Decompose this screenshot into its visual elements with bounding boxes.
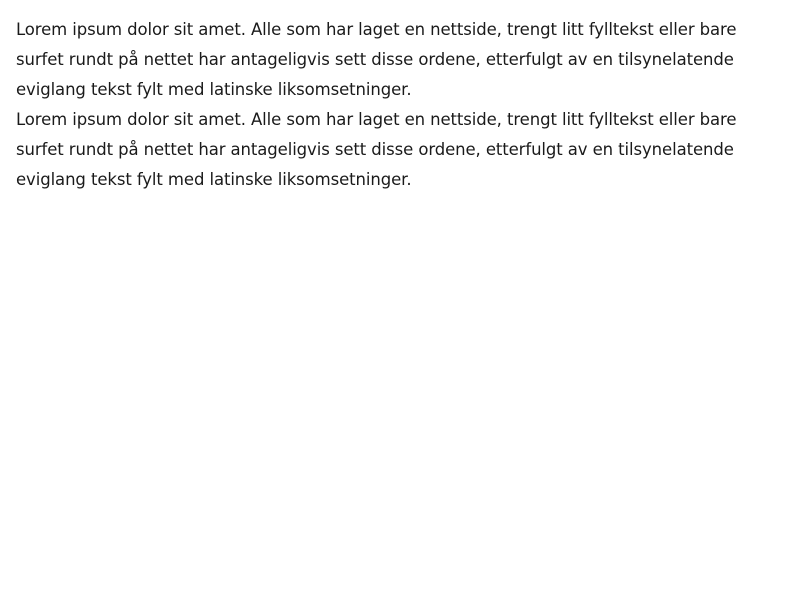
document-body: [16, 15, 756, 195]
paragraph-1: Lorem ipsum dolor sit amet. Alle som har laget en nettside, trengt litt fylltekst eller bare surfet rundt på nettet har antageligvis sett disse ordene, etterfulgt av en tilsynelatende eviglang tekst fylt med latinske liksomsetninger.: [16, 20, 737, 99]
paragraph-2: Lorem ipsum dolor sit amet. Alle som har laget en nettside, trengt litt fylltekst eller bare surfet rundt på nettet har antageligvis sett disse ordene, etterfulgt av en tilsynelatende eviglang tekst fylt med latinske liksomsetninger.: [16, 110, 737, 189]
